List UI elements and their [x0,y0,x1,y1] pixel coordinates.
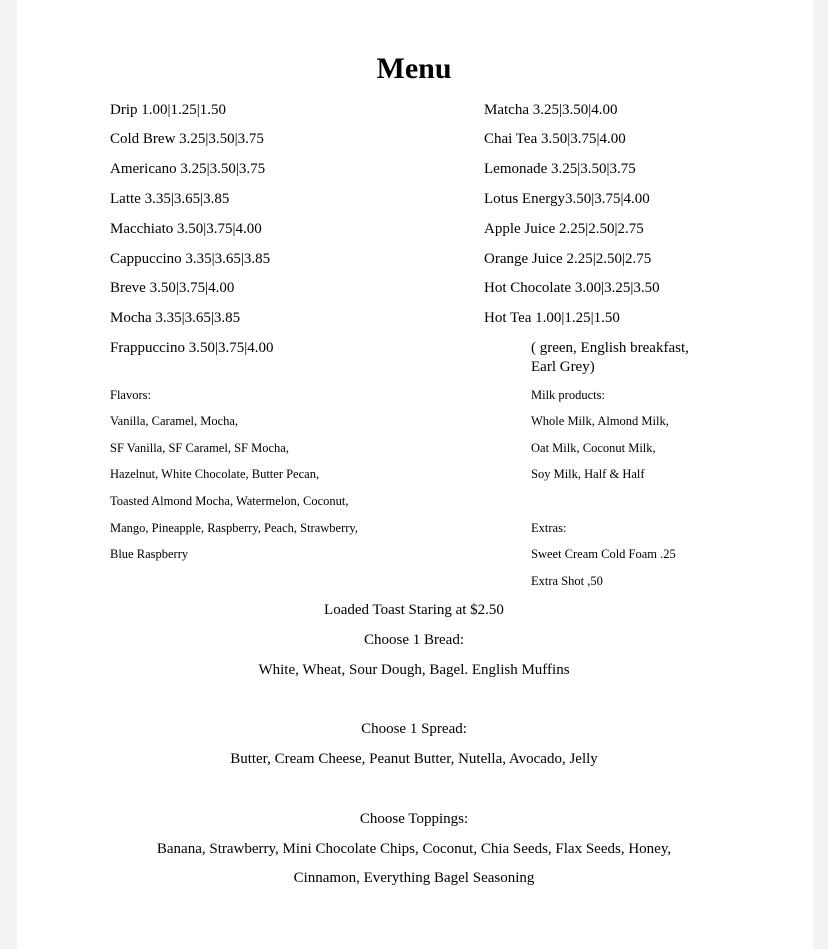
bread-options: White, Wheat, Sour Dough, Bagel. English Muffins [258,662,570,678]
drink-item: Chai Tea 3.50|3.75|4.00 [484,131,626,147]
spread-heading: Choose 1 Spread: [361,721,467,737]
drink-item: Matcha 3.25|3.50|4.00 [484,102,618,118]
milk-line: Whole Milk, Almond Milk, [531,414,669,428]
toppings-line: Cinnamon, Everything Bagel Seasoning [293,870,535,886]
drink-item: Breve 3.50|3.75|4.00 [110,280,235,296]
flavor-line: Hazelnut, White Chocolate, Butter Pecan, [110,467,320,481]
flavor-line: Toasted Almond Mocha, Watermelon, Coconut, [110,494,349,508]
drink-item: Frappuccino 3.50|3.75|4.00 [110,340,274,356]
toast-header: Loaded Toast Staring at $2.50 [324,602,504,618]
tea-note-line: ( green, English breakfast, [531,340,689,356]
flavors-heading: Flavors: [110,388,151,402]
drink-item: Lotus Energy3.50|3.75|4.00 [484,191,650,207]
extras-heading: Extras: [531,521,567,535]
drink-item: Latte 3.35|3.65|3.85 [110,191,230,207]
bread-heading: Choose 1 Bread: [364,632,464,648]
drink-item: Cold Brew 3.25|3.50|3.75 [110,131,264,147]
extras-line: Extra Shot ,50 [531,574,603,588]
flavor-line: Vanilla, Caramel, Mocha, [110,414,239,428]
drink-item: Orange Juice 2.25|2.50|2.75 [484,251,652,267]
drink-item: Macchiato 3.50|3.75|4.00 [110,221,262,237]
milk-line: Oat Milk, Coconut Milk, [531,441,656,455]
tea-note-line: Earl Grey) [531,359,595,375]
milk-heading: Milk products: [531,388,605,402]
drink-item: Hot Tea 1.00|1.25|1.50 [484,310,620,326]
drink-item: Lemonade 3.25|3.50|3.75 [484,161,636,177]
flavor-line: SF Vanilla, SF Caramel, SF Mocha, [110,441,289,455]
extras-line: Sweet Cream Cold Foam .25 [531,547,676,561]
drink-item: Americano 3.25|3.50|3.75 [110,161,266,177]
flavor-line: Mango, Pineapple, Raspberry, Peach, Strawberry, [110,521,358,535]
spread-options: Butter, Cream Cheese, Peanut Butter, Nutella, Avocado, Jelly [230,751,598,767]
flavor-line: Blue Raspberry [110,547,189,561]
drink-item: Drip 1.00|1.25|1.50 [110,102,227,118]
drink-item: Hot Chocolate 3.00|3.25|3.50 [484,280,660,296]
drink-item: Mocha 3.35|3.65|3.85 [110,310,241,326]
milk-line: Soy Milk, Half & Half [531,467,645,481]
drink-item: Cappuccino 3.35|3.65|3.85 [110,251,271,267]
page-title: Menu [376,52,452,85]
toppings-line: Banana, Strawberry, Mini Chocolate Chips, Coconut, Chia Seeds, Flax Seeds, Honey, [156,841,672,857]
drink-item: Apple Juice 2.25|2.50|2.75 [484,221,644,237]
toppings-heading: Choose Toppings: [359,811,469,827]
